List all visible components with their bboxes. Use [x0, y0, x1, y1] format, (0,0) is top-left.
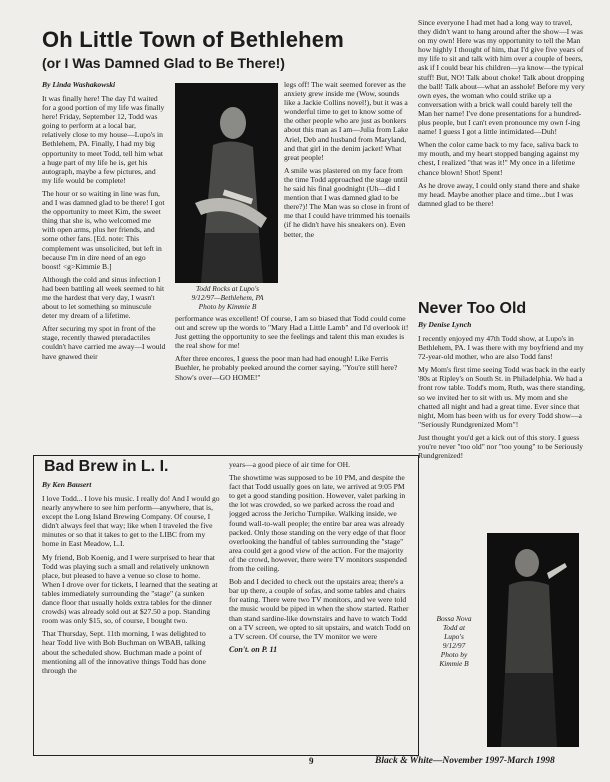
page-number: 9 — [309, 756, 314, 766]
caption-line: 9/12/97 — [442, 641, 466, 650]
paragraph: My Mom's first time seeing Todd was back in the early '80s at Ripley's on South St. in Philadelphia. We had a front row table. Todd's mom, Ruth, was there standing, so we invited her to sit with us. My mom and she chatted all night and had a great time. Ever since that night, Mom has been with us for every Todd show—a "Seriously Rundgrenized Mom"! — [418, 365, 586, 429]
photo-todd-rocks — [175, 83, 278, 283]
paragraph: It was finally here! The day I'd waited for a good portion of my life was finally here! Friday, September 12, Todd was going to perform at a local bar, relatively close to my house—Lupo's in Bethlehem, PA. Finally, I had my big opportunity to meet Todd, tell him what a huge part of my life he is, get his autograph, maybe a few pictures, and my life would be complete! — [42, 94, 165, 185]
performer-silhouette-image — [175, 83, 278, 283]
bad-brew-column-1 — [42, 480, 220, 752]
paragraph: The hour or so waiting in line was fun, and I was damned glad to be there! I got the opportunity to meet Kim, the sweet thing that she is, who welcomed me with open arms, plus her friends, and some other fans. [Ed. note: This complement was unsolicited, but left in because I'm in dire need of an ego boost! <g>Kimmie B.] — [42, 188, 165, 271]
photo1-caption — [165, 284, 290, 311]
performer-silhouette-image — [487, 533, 579, 747]
paragraph: Since everyone I had met had a long way to travel, they didn't want to hang around after the show—I was on my own! Here was my opportunity to tell the Man how highly I thought of him, that I'd give five years of my life to sit and talk with him over a couple of beers, ask if I could bear his children—ya know—the typical stuff! But, NO! Talk about choke! Talk about dropping the ball! Talk about—what an asshole! Before my very own eyes, the woman who could strike up a conversation with a brick wall could barely tell the Man her name! I've done presentations for a hundred-plus people, but I can't even pronounce my own f-ing name! I guess I got a little intimidated—Duh! — [418, 18, 585, 137]
bad-brew-title: Bad Brew in L. I. — [44, 458, 169, 475]
article1-byline: By Linda Washakowski — [42, 80, 116, 89]
caption-line: Photo by Kimmie B — [198, 302, 257, 311]
paragraph: That Thursday, Sept. 11th morning, I was delighted to hear Todd live with Bob Buchman on WBAB, talking about the scheduled show. Buchman made a point of mentioning all of the innovative things Todd has done through the — [42, 629, 206, 675]
paragraph: Just thought you'd get a kick out of this story. I guess you're never "too old" nor "too young" to be Seriously Rundgrenized! — [418, 432, 583, 461]
photo2-caption — [424, 614, 484, 668]
caption-line: Bossa Nova — [436, 614, 472, 623]
article1-column-3 — [418, 18, 586, 298]
paragraph: My friend, Bob Koenig, and I were surprised to hear that Todd was playing such a small and relatively unknown place, but pleased to have a venue so close to home. When I drove over for tickets, I learned that the seating at tables immediately surrounding the "stage" (a sunken dance floor that usually holds extra tables for the dinner crowds) was already sold out at $27.50 a pop. Standing room was only $15, so, of course, I bought two. — [42, 552, 218, 626]
paragraph: I love Todd... I love his music. I really do! And I would go nearly anywhere to see him perform—anywhere, that is, except the Long Island Brewing Company. Of course, I didn't always feel that way; like when I traveled the five minutes or so that it takes to get to the LIBC from my home in East Meadow, L.I. — [42, 494, 220, 549]
paragraph: years—a good piece of air time for OH. — [229, 460, 351, 469]
article1-column-2-upper — [284, 80, 410, 312]
photo-bossa-nova — [487, 533, 579, 747]
bad-brew-byline: By Ken Bausert — [42, 480, 92, 489]
paragraph: When the color came back to my face, saliva back to my mouth, and my heart stopped banging against my chest, I realized "that was it!" My once in a lifetime chance blown! Shot! Spent! — [418, 140, 580, 177]
article-subtitle: (or I Was Damned Glad to Be There!) — [42, 55, 285, 71]
paragraph: As he drove away, I could only stand there and shake my head. Maybe another place and time...but I was damned glad to be there! — [418, 180, 580, 208]
never-too-old-title: Never Too Old — [418, 300, 527, 317]
bad-brew-column-2 — [229, 460, 411, 752]
caption-line: Todd at — [442, 623, 466, 632]
never-byline: By Denise Lynch — [418, 320, 472, 329]
caption-line: Todd Rocks at Lupo's — [195, 284, 260, 293]
continued-notice: Con't. on P. 11 — [229, 644, 278, 654]
paragraph: I recently enjoyed my 47th Todd show, at Lupo's in Bethlehem, PA. I was there with my boyfriend and my 72-year-old mother, who are also Todd fans! — [418, 334, 584, 362]
paragraph: A smile was plastered on my face from the time Todd approached the stage until he said his final goodnight (Uh—did I mention that I was damned glad to be there?)! The Man was so close in front of me that I could have trimmed his toenails (if he didn't have his sneakers on). Even better, the — [284, 165, 410, 239]
caption-line: 9/12/97—Bethlehem, PA — [191, 293, 264, 302]
never-too-old-body — [418, 320, 586, 530]
paragraph: Although the cold and sinus infection I had been battling all week seemed to hit me the hardest that very day, I wasn't about to let something so minuscule deter my dream of a lifetime. — [42, 274, 165, 321]
paragraph: legs off! The wait seemed forever as the anxiety grew inside me (Wow, sounds like a Jackie Collins novel!), but it was a wonderful time to get to know some of the other people who are just as bonkers about this man as I am—Julia from Lake Ariel, Deb and husband from Maryland, and that girl in the denim jacket! What great people! — [284, 80, 409, 162]
publication-footer: Black & White—November 1997-March 1998 — [375, 756, 555, 766]
paragraph: After three encores, I guess the poor man had had enough! Like Ferris Buehler, he probably peeked around the corner saying, "You're still here? Show's over—GO HOME!" — [175, 354, 398, 382]
caption-line: Kimmie B — [439, 659, 469, 668]
caption-line: Lupo's — [444, 632, 464, 641]
article1-column-1 — [42, 80, 166, 452]
paragraph: The showtime was supposed to be 10 PM, and despite the fact that Todd usually goes on late, we arrived at 9:05 PM to get a good standing position. However, valet parking in the lot was crowded, so we parked across the road and jogged across the Jericho Turnpike. Walking inside, we found wall-to-wall people; the entire bar area was already packed. Only those standing on the very edge of that floor overlooking the handful of tables surrounding the "stage" area could get a good view of the action. For the majority of the crowd, however, there were TV monitors suspended from the ceiling. — [229, 473, 407, 574]
article-title: Oh Little Town of Bethlehem — [42, 27, 344, 52]
paragraph: Bob and I decided to check out the upstairs area; there's a bar up there, a couple of sofas, and some tables and chairs for eating. There were two TV monitors, and we were told the music would be piped in when the show started. Rather than stand sardine-like downstairs and have to watch Todd on a TV screen, we opted to sit upstairs, and watch Todd on a TV screen. Of course, the TV monitor we were — [229, 577, 411, 641]
caption-line: Photo by — [440, 650, 468, 659]
article1-column-2-lower — [175, 314, 411, 452]
paragraph: After securing my spot in front of the stage, recently thawed pteradactiles couldn't have carried me away—I would have gnawed their — [42, 324, 166, 361]
paragraph: performance was excellent! Of course, I am so biased that Todd could come out and screw up the words to "Mary Had a Little Lamb" and I'd overlook it! Just getting the opportunity to see the feelings and talent this man exudes is the real show for me! — [175, 314, 409, 351]
